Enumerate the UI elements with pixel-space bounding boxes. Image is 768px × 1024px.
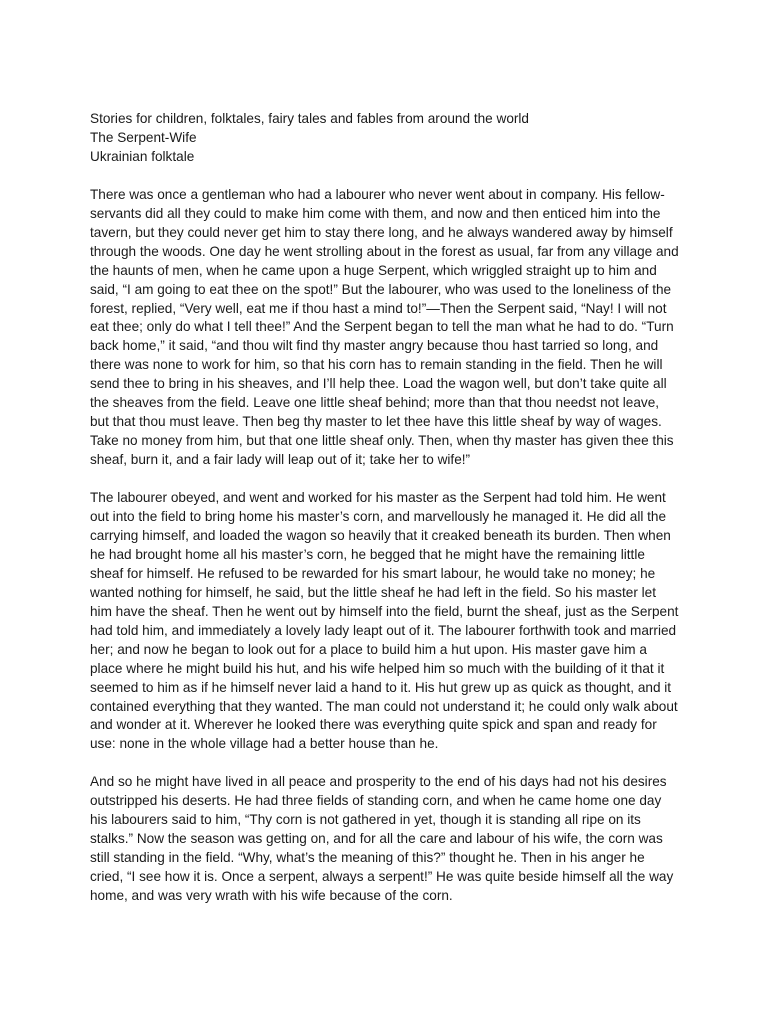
story-origin: Ukrainian folktale [90,148,195,164]
document-header [90,110,680,167]
story-paragraph-3: And so he might have lived in all peace and prosperity to the end of his days had not his desires outstripped his deserts. He had three fields of standing corn, and when he came home one day his labourers said to him, “Thy corn is not gathered in yet, though it is standing all ripe on its stalks.” Now the season was getting on, and for all the care and labour of his wife, the corn was still standing in the field. “Why, what’s the meaning of this?” thought he. Then in his anger he cried, “I see how it is. Once a serpent, always a serpent!” He was quite beside himself all the way home, and was very wrath with his wife because of the corn. [90,774,674,904]
collection-title: Stories for children, folktales, fairy tales and fables from around the world [90,111,529,126]
story-paragraph-2: The labourer obeyed, and went and worked for his master as the Serpent had told him. He went out into the field to bring home his master’s corn, and marvellously he managed it. He did all the carrying himself, and loaded the wagon so heavily that it creaked beneath its burden. Then when he had brought home all his master’s corn, he begged that he might have the remaining little sheaf for himself. He refused to be rewarded for his smart labour, he would take no money; he wanted nothing for himself, he said, but the little sheaf he had left in the field. So his master let him have the sheaf. Then he went out by himself into the field, burnt the sheaf, just as the Serpent had told him, and immediately a lovely lady leapt out of it. The labourer forthwith took and married her; and now he began to look out for a place to build him a hut upon. His master gave him a place where he might build his hut, and his wife helped him so much with the building of it that it seemed to him as if he himself never laid a hand to it. His hut grew up as quick as thought, and it contained everything that they wanted. The man could not understand it; he could only walk about and wonder at it. Wherever he looked there was everything quite spick and span and ready for use: none in the whole village had a better house than he. [90,490,679,752]
story-paragraph-1: There was once a gentleman who had a labourer who never went about in company. His fellow-servants did all they could to make him come with them, and now and then enticed him into the tavern, but they could never get him to stay there long, and he always wandered away by himself through the woods. One day he went strolling about in the forest as usual, far from any village and the haunts of men, when he came upon a huge Serpent, which wriggled straight up to him and said, “I am going to eat thee on the spot!” But the labourer, who was used to the loneliness of the forest, replied, “Very well, eat me if thou hast a mind to!”—Then the Serpent said, “Nay! I will not eat thee; only do what I tell thee!” And the Serpent began to tell the man what he had to do. “Turn back home,” it said, “and thou wilt find thy master angry because thou hast tarried so long, and there was none to work for him, so that his corn has to remain standing in the field. Then he will send thee to bring in his sheaves, and I’ll help thee. Load the wagon well, but don’t take quite all the sheaves from the field. Leave one little sheaf behind; more than that thou needst not leave, but that thou must leave. Then beg thy master to let thee have this little sheaf by way of wages. Take no money from him, but that one little sheaf only. Then, when thy master has given thee this sheaf, burn it, and a fair lady will leap out of it; take her to wife!” [90,186,679,468]
story-title: The Serpent-Wife [90,129,197,145]
document-body [90,110,680,925]
